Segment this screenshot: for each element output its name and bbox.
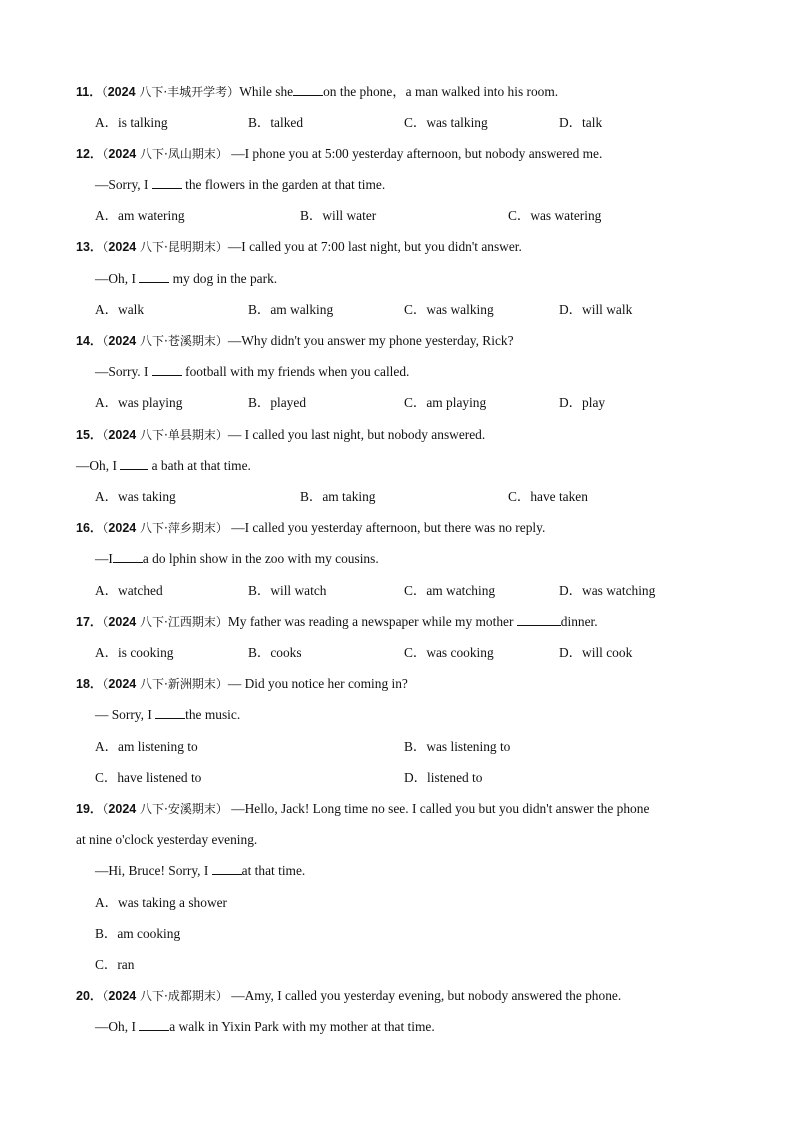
question-number: 13． [76,240,103,254]
answer-blank [139,270,169,283]
option-b: B．played [248,395,307,410]
question-stem: My father was reading a newspaper while my mother [227,614,517,629]
option-a: A．was playing [95,395,183,410]
option-d: D．play [559,395,606,410]
option-c: C．was watering [508,208,602,223]
question-source: （2024 八下·丰城开学考） [101,85,240,99]
question-19 [76,800,649,818]
question-number: 11． [76,85,102,99]
question-source: （2024 八下·昆明期末） [102,240,228,254]
option-c: C．ran [95,957,135,972]
question-16-reply: —I a do lphin show in the zoo with my cousins. [95,551,379,566]
option-a: A．am listening to [95,739,198,754]
answer-blank [155,706,185,719]
option-b: B．will watch [248,583,327,598]
answer-blank [152,363,182,376]
question-stem: —Amy, I called you yesterday evening, but nobody answered the phone. [227,988,622,1003]
option-d: D．was watching [559,583,656,598]
question-14-reply: —Sorry. I football with my friends when you called. [95,364,410,379]
question-number: 18． [76,677,103,691]
question-stem: —I phone you at 5:00 yesterday afternoon, but nobody answered me. [227,146,603,161]
question-13-reply: —Oh, I my dog in the park. [95,271,278,286]
answer-blank [152,176,182,189]
answer-blank [120,457,148,470]
question-11 [76,83,558,101]
option-c: C．was talking [404,115,488,130]
option-a: A．was taking a shower [95,895,228,910]
question-source: （2024 八下·江西期末） [102,615,228,629]
option-c: C．have taken [508,489,588,504]
question-19-reply: —Hi, Bruce! Sorry, I at that time. [95,863,306,878]
option-d: D．talk [559,115,603,130]
option-a: A．watched [95,583,163,598]
question-19-stem-cont: at nine o'clock yesterday evening. [76,832,258,847]
question-12-reply: —Sorry, I the flowers in the garden at that time. [95,177,386,192]
question-number: 17． [76,615,103,629]
question-stem: —I called you at 7:00 last night, but you didn't answer. [227,239,522,254]
option-c: C．was cooking [404,645,494,660]
question-source: （2024 八下·安溪期末） [102,802,228,816]
question-stem: — Did you notice her coming in? [227,676,408,691]
question-number: 20． [76,989,103,1003]
question-18 [76,675,408,693]
question-stem: While she [239,84,294,99]
option-d: D．will cook [559,645,633,660]
question-source: （2024 八下·成都期末） [102,989,228,1003]
option-b: B．talked [248,115,304,130]
answer-blank [139,1018,169,1031]
answer-blank [113,550,143,563]
question-source: （2024 八下·萍乡期末） [102,521,228,535]
question-number: 15． [76,428,103,442]
option-d: D．will walk [559,302,633,317]
option-a: A．am watering [95,208,185,223]
option-b: B．am walking [248,302,334,317]
option-a: A．is cooking [95,645,174,660]
question-stem-tail: dinner. [560,614,598,629]
option-a: A．is talking [95,115,168,130]
question-12 [76,145,602,163]
question-source: （2024 八下·单县期末） [102,428,228,442]
option-d: D．listened to [404,770,483,785]
question-20 [76,987,621,1005]
question-stem: —Hello, Jack! Long time no see. I called you but you didn't answer the phone [227,801,650,816]
answer-blank [293,83,323,96]
question-stem: —I called you yesterday afternoon, but there was no reply. [227,520,546,535]
question-number: 16． [76,521,103,535]
question-16 [76,519,545,537]
option-a: A．walk [95,302,145,317]
question-source: （2024 八下·新洲期末） [102,677,228,691]
answer-blank [212,862,242,875]
question-15-reply: —Oh, I a bath at that time. [76,458,251,473]
question-source: （2024 八下·苍溪期末） [102,334,228,348]
question-14 [76,332,514,350]
option-a: A．was taking [95,489,176,504]
question-source: （2024 八下·凤山期末） [102,147,228,161]
option-b: B．will water [300,208,377,223]
question-15 [76,426,485,444]
option-b: B．am cooking [95,926,181,941]
option-b: B．am taking [300,489,376,504]
option-c: C．have listened to [95,770,202,785]
question-number: 12． [76,147,103,161]
question-13 [76,238,522,256]
option-b: B．was listening to [404,739,511,754]
option-c: C．am playing [404,395,487,410]
question-number: 14． [76,334,103,348]
option-c: C．was walking [404,302,494,317]
question-stem: — I called you last night, but nobody answered. [227,427,486,442]
question-17 [76,613,598,631]
option-b: B．cooks [248,645,302,660]
question-stem-tail: on the phone，a man walked into his room. [323,84,559,99]
question-20-reply: —Oh, I a walk in Yixin Park with my mother at that time. [95,1019,435,1034]
question-number: 19． [76,802,103,816]
answer-blank [517,613,561,626]
option-c: C．am watching [404,583,496,598]
question-18-reply: — Sorry, I the music. [95,707,241,722]
question-stem: —Why didn't you answer my phone yesterday, Rick? [227,333,514,348]
